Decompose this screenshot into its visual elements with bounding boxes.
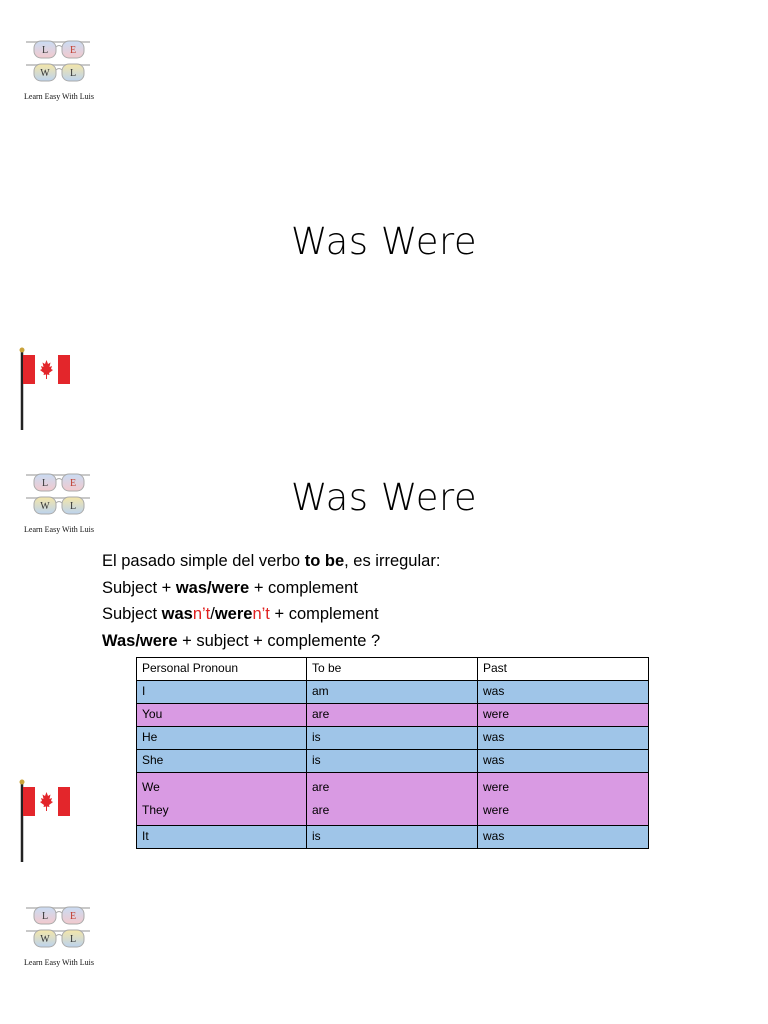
- logo-caption: Learn Easy With Luis: [24, 525, 94, 534]
- logo-caption: Learn Easy With Luis: [24, 92, 94, 101]
- logo-caption: Learn Easy With Luis: [24, 958, 94, 967]
- rule-line-2: Subject + was/were + complement: [102, 578, 358, 597]
- table-row: He is was: [137, 727, 649, 750]
- header-to-be: To be: [307, 658, 478, 681]
- svg-text:L: L: [69, 68, 77, 79]
- canada-flag-icon: [18, 346, 74, 432]
- glasses-logo-icon: [24, 904, 94, 954]
- table-header-row: [137, 658, 649, 681]
- svg-text:L: L: [69, 501, 77, 512]
- svg-text:E: E: [69, 45, 77, 56]
- table-row: You are were: [137, 704, 649, 727]
- svg-text:L: L: [41, 911, 49, 922]
- slide1-title: Was Were: [290, 220, 478, 263]
- header-pronoun: Personal Pronoun: [137, 658, 307, 681]
- table-row: We They are are were were: [137, 773, 649, 826]
- slide2-title: Was Were: [290, 476, 478, 519]
- header-past: Past: [478, 658, 649, 681]
- canada-flag-icon: [18, 778, 74, 864]
- table-row: She is was: [137, 750, 649, 773]
- glasses-logo-icon: [24, 38, 94, 88]
- svg-text:L: L: [41, 45, 49, 56]
- table-row: It is was: [137, 826, 649, 849]
- rule-line-4: Was/were + subject + complemente ?: [102, 631, 381, 650]
- svg-text:W: W: [40, 501, 50, 512]
- svg-text:W: W: [40, 934, 50, 945]
- logo-bottom: [24, 904, 114, 974]
- svg-text:E: E: [69, 911, 77, 922]
- pronoun-table: [136, 657, 649, 849]
- grammar-rules: [102, 548, 440, 654]
- rule-line-3: Subject wasn’t/weren’t + complement: [102, 605, 379, 623]
- svg-text:E: E: [69, 478, 77, 489]
- table-row: I am was: [137, 681, 649, 704]
- rule-line-1: El pasado simple del verbo to be, es irregular:: [102, 552, 441, 570]
- logo-top: [24, 38, 114, 108]
- svg-text:W: W: [40, 68, 50, 79]
- svg-text:L: L: [41, 478, 49, 489]
- svg-text:L: L: [69, 934, 77, 945]
